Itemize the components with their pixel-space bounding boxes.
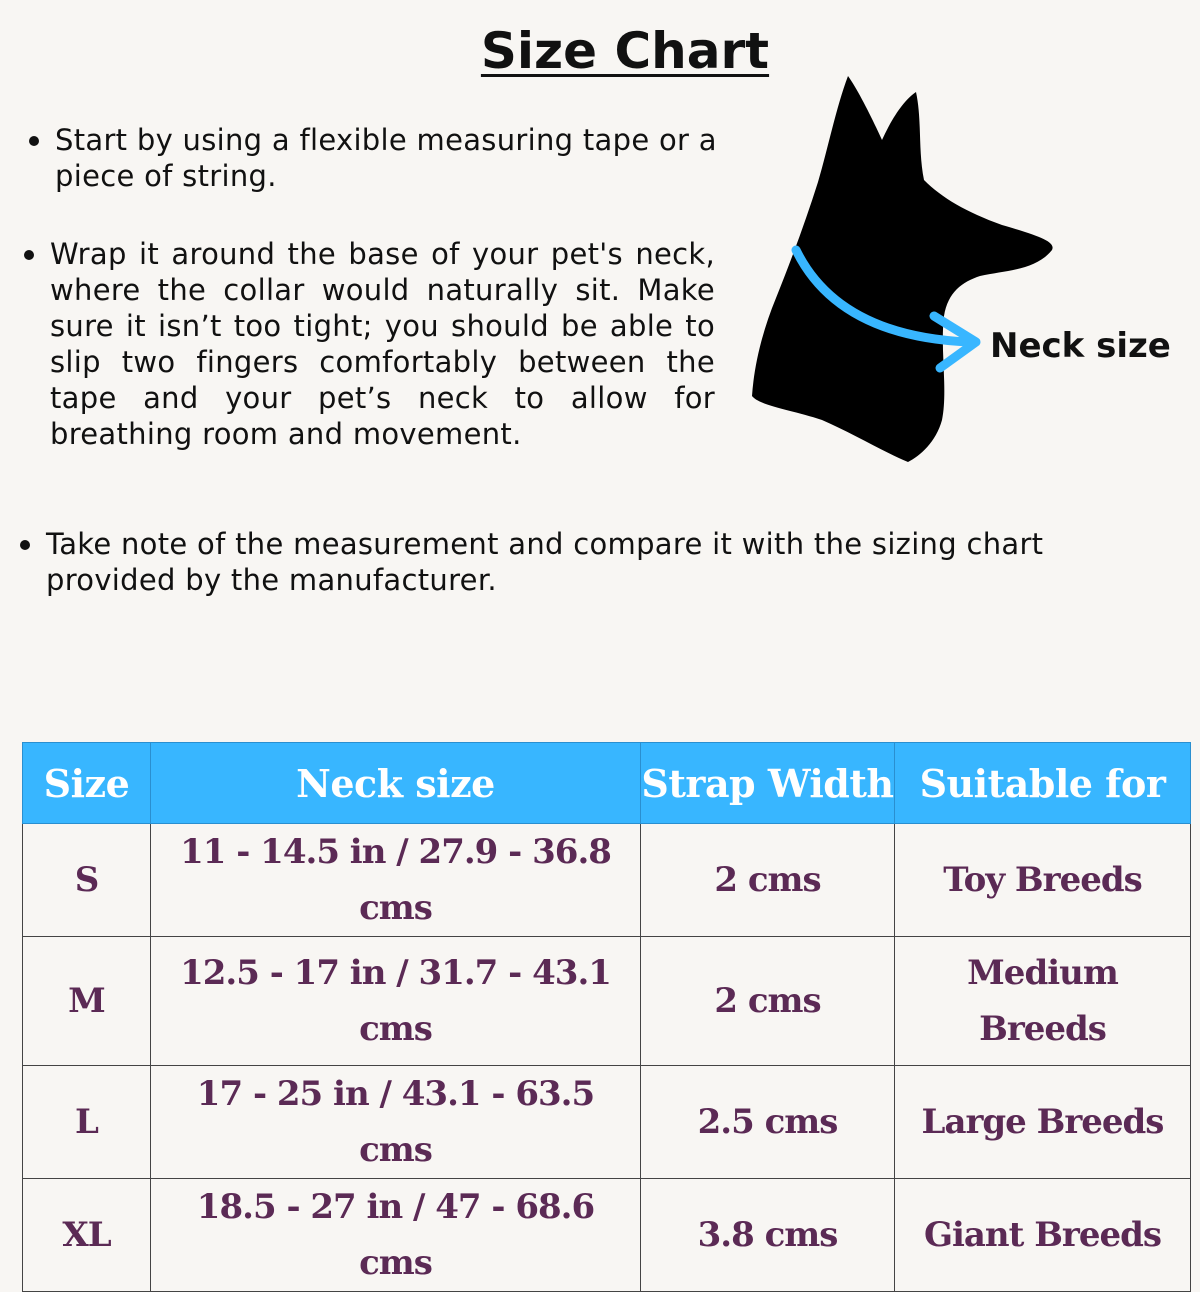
neck-size-cell: 11 - 14.5 in / 27.9 - 36.8 cms (151, 824, 641, 937)
strap-width-cell: 2 cms (641, 937, 895, 1066)
column-header-size: Size (23, 743, 151, 824)
size-table (22, 742, 1191, 1292)
table-row (23, 1179, 1191, 1292)
column-header-neck-size: Neck size (151, 743, 641, 824)
table-row (23, 1066, 1191, 1179)
instruction-item (46, 526, 1166, 598)
neck-size-cell: 17 - 25 in / 43.1 - 63.5 cms (151, 1066, 641, 1179)
instruction-item (55, 122, 775, 194)
suitable-for-cell: Giant Breeds (895, 1179, 1191, 1292)
strap-width-cell: 3.8 cms (641, 1179, 895, 1292)
column-header-suitable-for: Suitable for (895, 743, 1191, 824)
strap-width-cell: 2 cms (641, 824, 895, 937)
instruction-text: Wrap it around the base of your pet's neck, where the collar would naturally sit. Make sure it isn’t too tight; you should be able to slip two fingers comfortably between the tape and your pet’s neck to allow for breathing room and movement. (50, 237, 715, 451)
table-row (23, 937, 1191, 1066)
neck-size-label: Neck size (990, 326, 1171, 366)
dog-head-silhouette (752, 76, 1053, 462)
size-cell: S (23, 824, 151, 937)
suitable-for-cell: Medium Breeds (895, 937, 1191, 1066)
column-header-strap-width: Strap Width (641, 743, 895, 824)
neck-size-cell: 12.5 - 17 in / 31.7 - 43.1 cms (151, 937, 641, 1066)
instruction-text: Start by using a flexible measuring tape or a piece of string. (55, 123, 717, 193)
instruction-item (50, 236, 715, 452)
instruction-text: Take note of the measurement and compare it with the sizing chart provided by the manufacturer. (46, 527, 1044, 597)
dog-silhouette-icon (740, 70, 1070, 470)
table-row (23, 824, 1191, 937)
size-cell: L (23, 1066, 151, 1179)
size-cell: M (23, 937, 151, 1066)
page-title: Size Chart (480, 22, 770, 80)
bullet-dot (29, 136, 39, 146)
bullet-dot (20, 540, 30, 550)
bullet-dot (24, 250, 34, 260)
neck-size-cell: 18.5 - 27 in / 47 - 68.6 cms (151, 1179, 641, 1292)
strap-width-cell: 2.5 cms (641, 1066, 895, 1179)
table-header-row (23, 743, 1191, 824)
suitable-for-cell: Large Breeds (895, 1066, 1191, 1179)
size-cell: XL (23, 1179, 151, 1292)
suitable-for-cell: Toy Breeds (895, 824, 1191, 937)
